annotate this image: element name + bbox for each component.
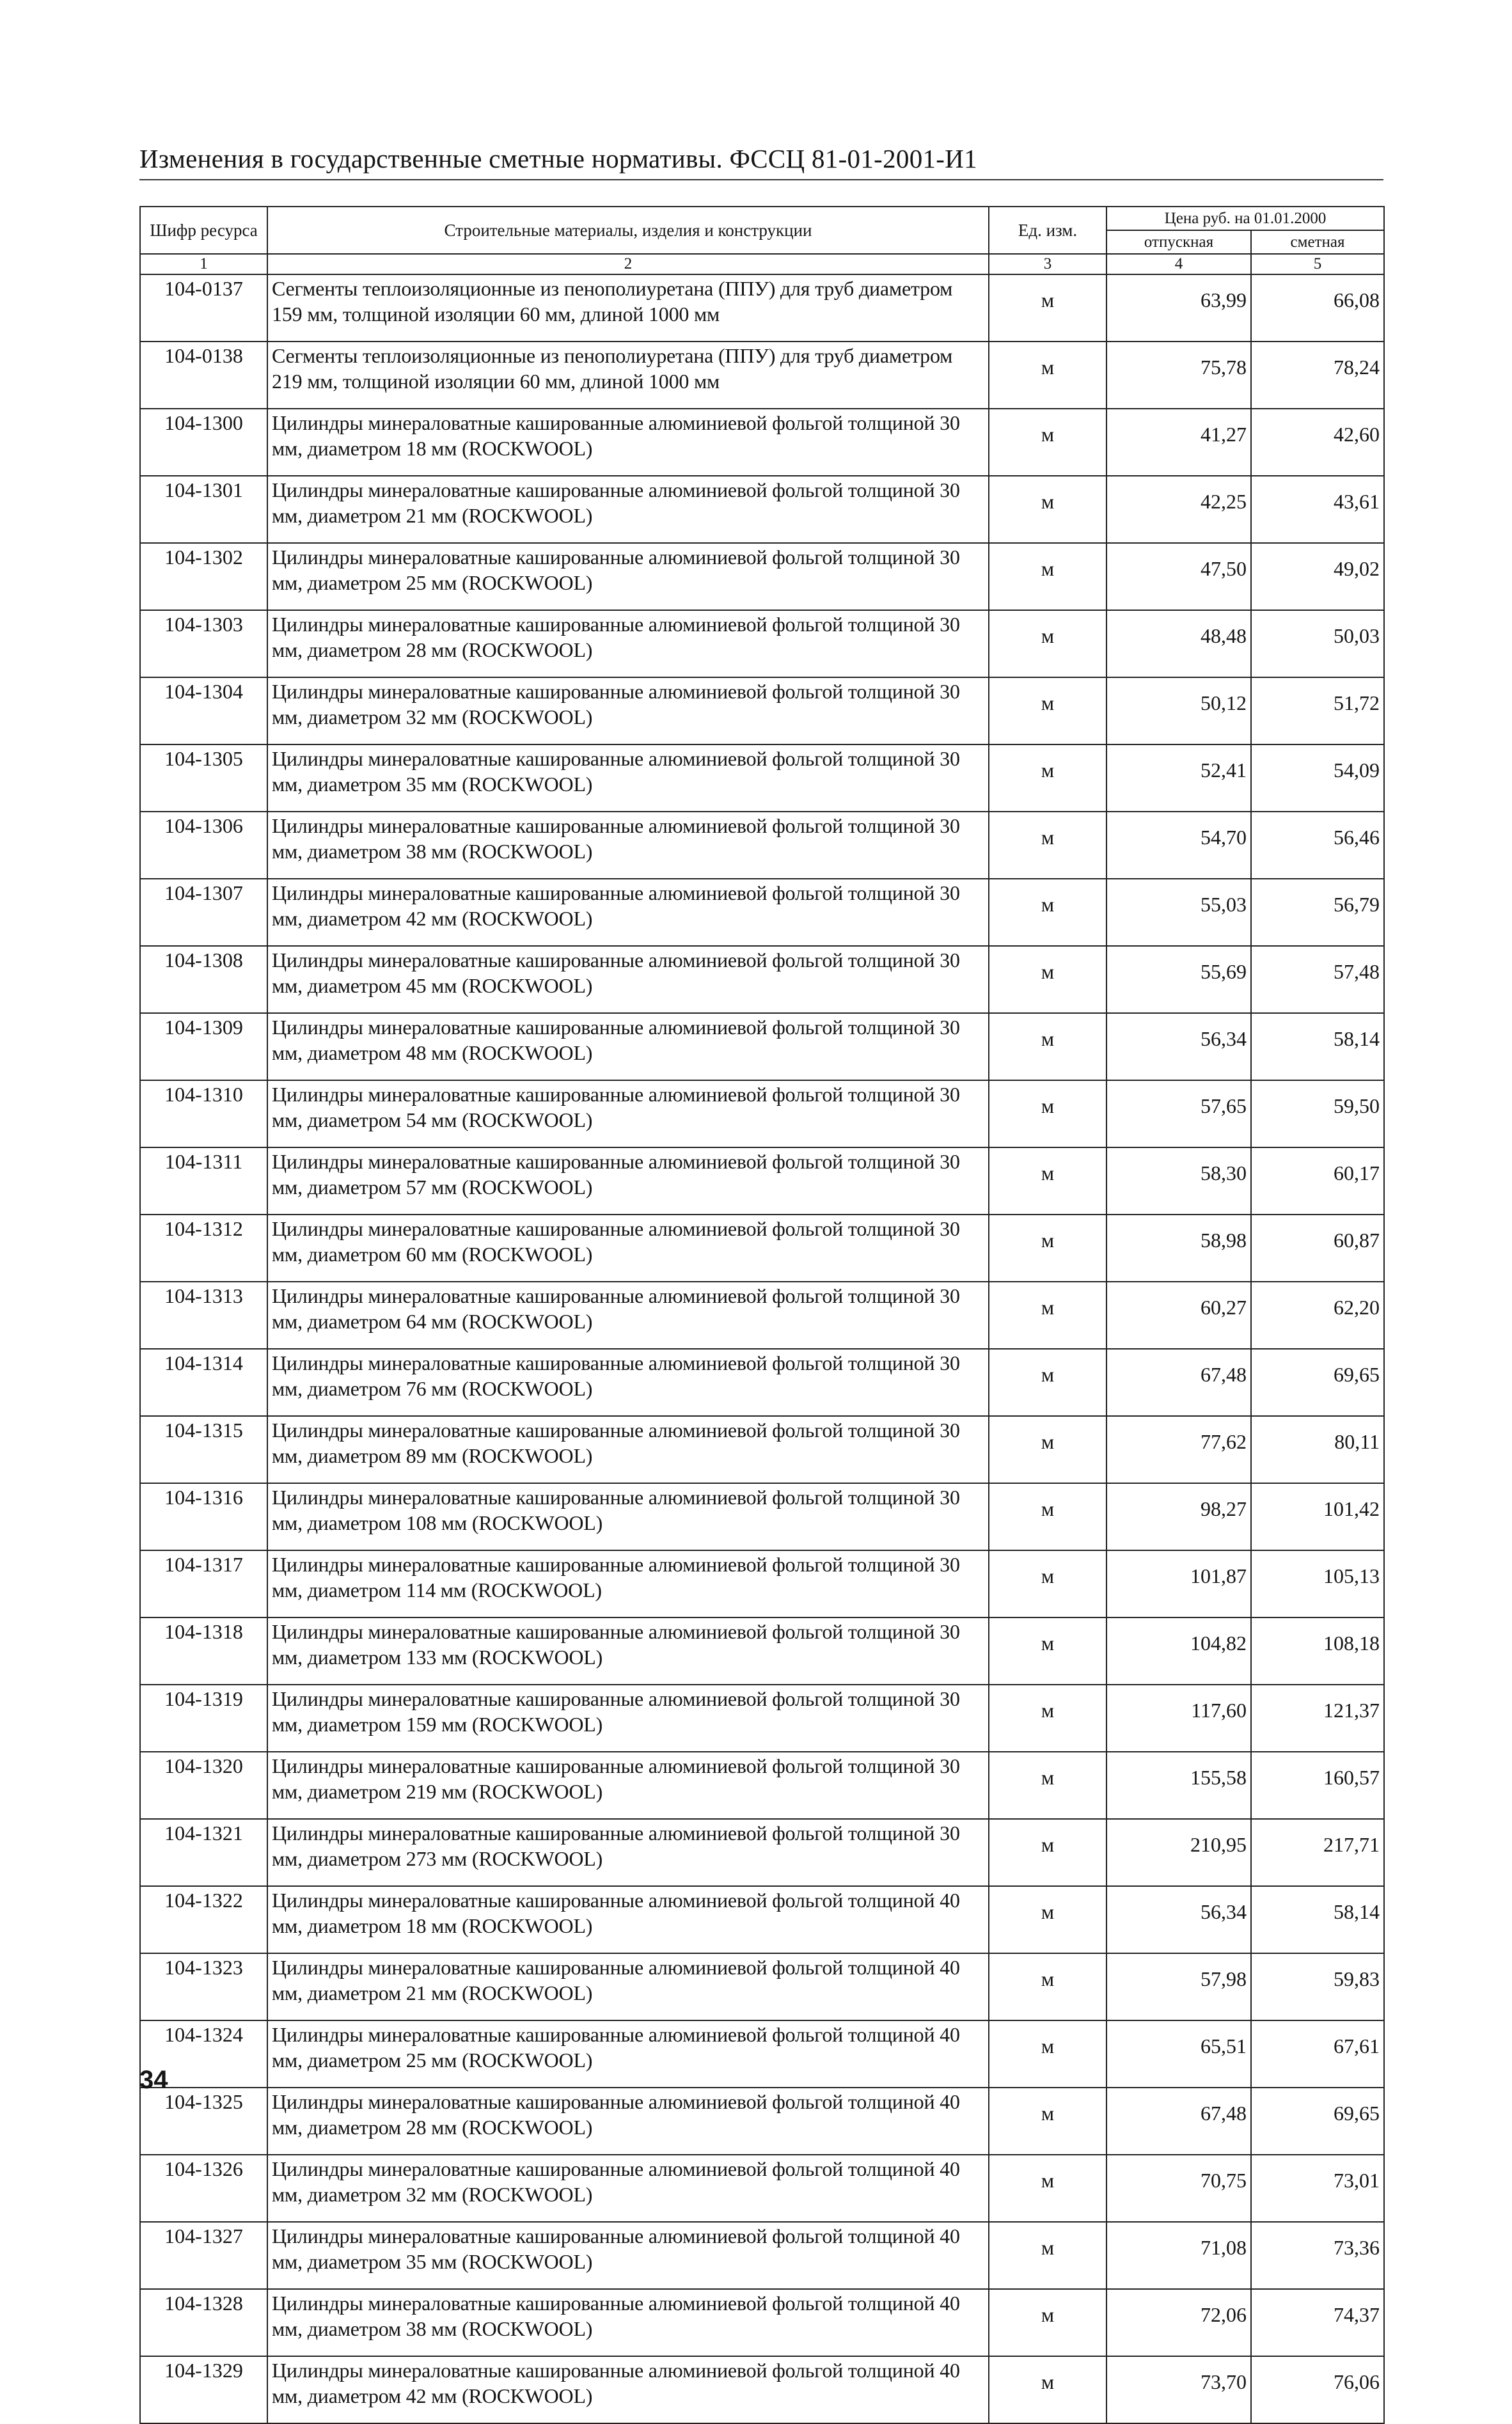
unit-of-measure: м	[989, 2356, 1106, 2423]
price-estimate: 69,65	[1251, 1349, 1384, 1416]
unit-of-measure: м	[989, 610, 1106, 677]
unit-of-measure: м	[989, 744, 1106, 812]
price-release: 56,34	[1106, 1886, 1251, 1953]
resource-code: 104-1323	[140, 1953, 267, 2020]
unit-of-measure: м	[989, 1953, 1106, 2020]
price-release: 48,48	[1106, 610, 1251, 677]
resource-code: 104-1306	[140, 812, 267, 879]
unit-of-measure: м	[989, 946, 1106, 1013]
column-number: 4	[1106, 254, 1251, 274]
unit-of-measure: м	[989, 1483, 1106, 1550]
price-estimate: 59,83	[1251, 1953, 1384, 2020]
table-row	[140, 2356, 1384, 2423]
unit-of-measure: м	[989, 1147, 1106, 1215]
price-release: 55,03	[1106, 879, 1251, 946]
table-row	[140, 879, 1384, 946]
price-release: 57,98	[1106, 1953, 1251, 2020]
price-release: 67,48	[1106, 1349, 1251, 1416]
resource-code: 104-1304	[140, 677, 267, 744]
material-description: Цилиндры минераловатные кашированные алюминиевой фольгой толщиной 30 мм, диаметром 25 мм (ROCKWOOL)	[267, 543, 989, 610]
material-description: Цилиндры минераловатные кашированные алюминиевой фольгой толщиной 30 мм, диаметром 18 мм (ROCKWOOL)	[267, 409, 989, 476]
resource-code: 104-1327	[140, 2222, 267, 2289]
resource-code: 104-0138	[140, 342, 267, 409]
material-description: Цилиндры минераловатные кашированные алюминиевой фольгой толщиной 30 мм, диаметром 35 мм (ROCKWOOL)	[267, 744, 989, 812]
price-release: 65,51	[1106, 2020, 1251, 2088]
table-row	[140, 1886, 1384, 1953]
price-release: 155,58	[1106, 1752, 1251, 1819]
price-release: 72,06	[1106, 2289, 1251, 2356]
resource-code: 104-1317	[140, 1550, 267, 1617]
price-release: 98,27	[1106, 1483, 1251, 1550]
price-release: 54,70	[1106, 812, 1251, 879]
material-description: Цилиндры минераловатные кашированные алюминиевой фольгой толщиной 30 мм, диаметром 21 мм (ROCKWOOL)	[267, 476, 989, 543]
price-estimate: 121,37	[1251, 1685, 1384, 1752]
unit-of-measure: м	[989, 1819, 1106, 1886]
material-description: Цилиндры минераловатные кашированные алюминиевой фольгой толщиной 30 мм, диаметром 45 мм (ROCKWOOL)	[267, 946, 989, 1013]
resource-code: 104-1310	[140, 1080, 267, 1147]
price-estimate: 105,13	[1251, 1550, 1384, 1617]
price-estimate: 43,61	[1251, 476, 1384, 543]
price-release: 73,70	[1106, 2356, 1251, 2423]
column-header-name: Строительные материалы, изделия и конструкции	[267, 207, 989, 254]
price-release: 50,12	[1106, 677, 1251, 744]
table-row	[140, 342, 1384, 409]
unit-of-measure: м	[989, 1685, 1106, 1752]
price-release: 58,98	[1106, 1215, 1251, 1282]
unit-of-measure: м	[989, 1416, 1106, 1483]
column-number: 5	[1251, 254, 1384, 274]
resource-code: 104-1301	[140, 476, 267, 543]
material-description: Цилиндры минераловатные кашированные алюминиевой фольгой толщиной 30 мм, диаметром 219 мм (ROCKWOOL)	[267, 1752, 989, 1819]
table-row	[140, 677, 1384, 744]
column-header-code: Шифр ресурса	[140, 207, 267, 254]
resource-price-table	[139, 206, 1385, 2424]
table-row	[140, 610, 1384, 677]
unit-of-measure: м	[989, 476, 1106, 543]
material-description: Сегменты теплоизоляционные из пенополиуретана (ППУ) для труб диаметром 219 мм, толщиной изоляции 60 мм, длиной 1000 мм	[267, 342, 989, 409]
price-estimate: 160,57	[1251, 1752, 1384, 1819]
material-description: Цилиндры минераловатные кашированные алюминиевой фольгой толщиной 30 мм, диаметром 159 мм (ROCKWOOL)	[267, 1685, 989, 1752]
unit-of-measure: м	[989, 1013, 1106, 1080]
material-description: Цилиндры минераловатные кашированные алюминиевой фольгой толщиной 30 мм, диаметром 28 мм (ROCKWOOL)	[267, 610, 989, 677]
unit-of-measure: м	[989, 677, 1106, 744]
unit-of-measure: м	[989, 1617, 1106, 1685]
price-estimate: 59,50	[1251, 1080, 1384, 1147]
price-release: 77,62	[1106, 1416, 1251, 1483]
unit-of-measure: м	[989, 2155, 1106, 2222]
material-description: Цилиндры минераловатные кашированные алюминиевой фольгой толщиной 30 мм, диаметром 273 мм (ROCKWOOL)	[267, 1819, 989, 1886]
resource-code: 104-1313	[140, 1282, 267, 1349]
material-description: Цилиндры минераловатные кашированные алюминиевой фольгой толщиной 40 мм, диаметром 42 мм (ROCKWOOL)	[267, 2356, 989, 2423]
material-description: Цилиндры минераловатные кашированные алюминиевой фольгой толщиной 30 мм, диаметром 76 мм (ROCKWOOL)	[267, 1349, 989, 1416]
unit-of-measure: м	[989, 1752, 1106, 1819]
price-release: 41,27	[1106, 409, 1251, 476]
resource-code: 104-1302	[140, 543, 267, 610]
unit-of-measure: м	[989, 812, 1106, 879]
price-estimate: 69,65	[1251, 2088, 1384, 2155]
material-description: Цилиндры минераловатные кашированные алюминиевой фольгой толщиной 30 мм, диаметром 64 мм (ROCKWOOL)	[267, 1282, 989, 1349]
unit-of-measure: м	[989, 1282, 1106, 1349]
resource-code: 104-1319	[140, 1685, 267, 1752]
unit-of-measure: м	[989, 879, 1106, 946]
material-description: Цилиндры минераловатные кашированные алюминиевой фольгой толщиной 40 мм, диаметром 18 мм (ROCKWOOL)	[267, 1886, 989, 1953]
material-description: Цилиндры минераловатные кашированные алюминиевой фольгой толщиной 30 мм, диаметром 48 мм (ROCKWOOL)	[267, 1013, 989, 1080]
table-row	[140, 2222, 1384, 2289]
resource-code: 104-1316	[140, 1483, 267, 1550]
resource-code: 104-1300	[140, 409, 267, 476]
table-row	[140, 2289, 1384, 2356]
unit-of-measure: м	[989, 1349, 1106, 1416]
resource-code: 104-0137	[140, 274, 267, 342]
resource-code: 104-1305	[140, 744, 267, 812]
price-release: 101,87	[1106, 1550, 1251, 1617]
resource-table-wrapper	[139, 206, 1383, 2424]
price-release: 117,60	[1106, 1685, 1251, 1752]
price-release: 63,99	[1106, 274, 1251, 342]
price-release: 58,30	[1106, 1147, 1251, 1215]
price-release: 71,08	[1106, 2222, 1251, 2289]
material-description: Цилиндры минераловатные кашированные алюминиевой фольгой толщиной 30 мм, диаметром 54 мм (ROCKWOOL)	[267, 1080, 989, 1147]
price-estimate: 60,17	[1251, 1147, 1384, 1215]
column-header-price-group: Цена руб. на 01.01.2000	[1106, 207, 1384, 230]
resource-code: 104-1314	[140, 1349, 267, 1416]
resource-code: 104-1325	[140, 2088, 267, 2155]
table-row	[140, 744, 1384, 812]
table-row	[140, 2155, 1384, 2222]
price-release: 60,27	[1106, 1282, 1251, 1349]
unit-of-measure: м	[989, 1080, 1106, 1147]
price-estimate: 50,03	[1251, 610, 1384, 677]
price-release: 210,95	[1106, 1819, 1251, 1886]
price-estimate: 101,42	[1251, 1483, 1384, 1550]
unit-of-measure: м	[989, 2222, 1106, 2289]
table-row	[140, 1416, 1384, 1483]
table-row	[140, 1617, 1384, 1685]
price-release: 104,82	[1106, 1617, 1251, 1685]
resource-code: 104-1308	[140, 946, 267, 1013]
price-release: 56,34	[1106, 1013, 1251, 1080]
material-description: Цилиндры минераловатные кашированные алюминиевой фольгой толщиной 30 мм, диаметром 108 мм (ROCKWOOL)	[267, 1483, 989, 1550]
table-row	[140, 1752, 1384, 1819]
price-release: 52,41	[1106, 744, 1251, 812]
column-header-price-release: отпускная	[1106, 230, 1251, 254]
resource-code: 104-1315	[140, 1416, 267, 1483]
price-estimate: 58,14	[1251, 1886, 1384, 1953]
unit-of-measure: м	[989, 1886, 1106, 1953]
price-estimate: 42,60	[1251, 409, 1384, 476]
price-release: 42,25	[1106, 476, 1251, 543]
unit-of-measure: м	[989, 342, 1106, 409]
table-row	[140, 1483, 1384, 1550]
resource-code: 104-1326	[140, 2155, 267, 2222]
price-estimate: 58,14	[1251, 1013, 1384, 1080]
material-description: Цилиндры минераловатные кашированные алюминиевой фольгой толщиной 40 мм, диаметром 21 мм (ROCKWOOL)	[267, 1953, 989, 2020]
table-row	[140, 543, 1384, 610]
table-row	[140, 946, 1384, 1013]
table-row	[140, 1349, 1384, 1416]
price-release: 47,50	[1106, 543, 1251, 610]
material-description: Цилиндры минераловатные кашированные алюминиевой фольгой толщиной 30 мм, диаметром 89 мм (ROCKWOOL)	[267, 1416, 989, 1483]
table-row	[140, 476, 1384, 543]
page-header-title: Изменения в государственные сметные нормативы. ФССЦ 81-01-2001-И1	[139, 142, 1383, 180]
material-description: Цилиндры минераловатные кашированные алюминиевой фольгой толщиной 40 мм, диаметром 32 мм (ROCKWOOL)	[267, 2155, 989, 2222]
table-row	[140, 1685, 1384, 1752]
table-row	[140, 2020, 1384, 2088]
unit-of-measure: м	[989, 1215, 1106, 1282]
unit-of-measure: м	[989, 274, 1106, 342]
table-row	[140, 2088, 1384, 2155]
material-description: Цилиндры минераловатные кашированные алюминиевой фольгой толщиной 30 мм, диаметром 57 мм (ROCKWOOL)	[267, 1147, 989, 1215]
resource-code: 104-1329	[140, 2356, 267, 2423]
resource-code: 104-1307	[140, 879, 267, 946]
price-estimate: 74,37	[1251, 2289, 1384, 2356]
price-estimate: 51,72	[1251, 677, 1384, 744]
price-release: 57,65	[1106, 1080, 1251, 1147]
material-description: Цилиндры минераловатные кашированные алюминиевой фольгой толщиной 30 мм, диаметром 114 мм (ROCKWOOL)	[267, 1550, 989, 1617]
resource-code: 104-1303	[140, 610, 267, 677]
price-estimate: 56,79	[1251, 879, 1384, 946]
resource-code: 104-1328	[140, 2289, 267, 2356]
resource-code: 104-1312	[140, 1215, 267, 1282]
resource-code: 104-1321	[140, 1819, 267, 1886]
price-estimate: 73,36	[1251, 2222, 1384, 2289]
resource-code: 104-1322	[140, 1886, 267, 1953]
material-description: Цилиндры минераловатные кашированные алюминиевой фольгой толщиной 30 мм, диаметром 32 мм (ROCKWOOL)	[267, 677, 989, 744]
table-row	[140, 409, 1384, 476]
column-number: 3	[989, 254, 1106, 274]
table-row	[140, 1147, 1384, 1215]
column-number-row	[140, 254, 1384, 274]
material-description: Цилиндры минераловатные кашированные алюминиевой фольгой толщиной 30 мм, диаметром 60 мм (ROCKWOOL)	[267, 1215, 989, 1282]
material-description: Цилиндры минераловатные кашированные алюминиевой фольгой толщиной 30 мм, диаметром 42 мм (ROCKWOOL)	[267, 879, 989, 946]
price-estimate: 62,20	[1251, 1282, 1384, 1349]
price-estimate: 60,87	[1251, 1215, 1384, 1282]
material-description: Цилиндры минераловатные кашированные алюминиевой фольгой толщиной 40 мм, диаметром 28 мм (ROCKWOOL)	[267, 2088, 989, 2155]
resource-code: 104-1318	[140, 1617, 267, 1685]
price-estimate: 66,08	[1251, 274, 1384, 342]
table-row	[140, 1953, 1384, 2020]
price-estimate: 217,71	[1251, 1819, 1384, 1886]
price-release: 75,78	[1106, 342, 1251, 409]
price-estimate: 54,09	[1251, 744, 1384, 812]
price-estimate: 108,18	[1251, 1617, 1384, 1685]
unit-of-measure: м	[989, 2289, 1106, 2356]
price-estimate: 78,24	[1251, 342, 1384, 409]
price-estimate: 56,46	[1251, 812, 1384, 879]
table-row	[140, 1215, 1384, 1282]
material-description: Цилиндры минераловатные кашированные алюминиевой фольгой толщиной 30 мм, диаметром 133 мм (ROCKWOOL)	[267, 1617, 989, 1685]
price-release: 70,75	[1106, 2155, 1251, 2222]
price-estimate: 76,06	[1251, 2356, 1384, 2423]
price-estimate: 80,11	[1251, 1416, 1384, 1483]
price-release: 67,48	[1106, 2088, 1251, 2155]
unit-of-measure: м	[989, 2088, 1106, 2155]
unit-of-measure: м	[989, 409, 1106, 476]
table-row	[140, 1013, 1384, 1080]
resource-code: 104-1309	[140, 1013, 267, 1080]
resource-code: 104-1311	[140, 1147, 267, 1215]
table-row	[140, 1080, 1384, 1147]
table-row	[140, 274, 1384, 342]
material-description: Цилиндры минераловатные кашированные алюминиевой фольгой толщиной 40 мм, диаметром 35 мм (ROCKWOOL)	[267, 2222, 989, 2289]
column-header-unit: Ед. изм.	[989, 207, 1106, 254]
table-body	[140, 274, 1384, 2423]
table-row	[140, 1282, 1384, 1349]
resource-code: 104-1324	[140, 2020, 267, 2088]
unit-of-measure: м	[989, 2020, 1106, 2088]
material-description: Цилиндры минераловатные кашированные алюминиевой фольгой толщиной 40 мм, диаметром 38 мм (ROCKWOOL)	[267, 2289, 989, 2356]
column-number: 2	[267, 254, 989, 274]
page-number: 34	[139, 2066, 168, 2094]
unit-of-measure: м	[989, 543, 1106, 610]
price-release: 55,69	[1106, 946, 1251, 1013]
column-header-price-estimate: сметная	[1251, 230, 1384, 254]
resource-code: 104-1320	[140, 1752, 267, 1819]
material-description: Цилиндры минераловатные кашированные алюминиевой фольгой толщиной 30 мм, диаметром 38 мм (ROCKWOOL)	[267, 812, 989, 879]
price-estimate: 57,48	[1251, 946, 1384, 1013]
table-row	[140, 1819, 1384, 1886]
table-row	[140, 1550, 1384, 1617]
price-estimate: 49,02	[1251, 543, 1384, 610]
column-number: 1	[140, 254, 267, 274]
table-row	[140, 812, 1384, 879]
material-description: Цилиндры минераловатные кашированные алюминиевой фольгой толщиной 40 мм, диаметром 25 мм (ROCKWOOL)	[267, 2020, 989, 2088]
price-estimate: 73,01	[1251, 2155, 1384, 2222]
material-description: Сегменты теплоизоляционные из пенополиуретана (ППУ) для труб диаметром 159 мм, толщиной изоляции 60 мм, длиной 1000 мм	[267, 274, 989, 342]
price-estimate: 67,61	[1251, 2020, 1384, 2088]
unit-of-measure: м	[989, 1550, 1106, 1617]
